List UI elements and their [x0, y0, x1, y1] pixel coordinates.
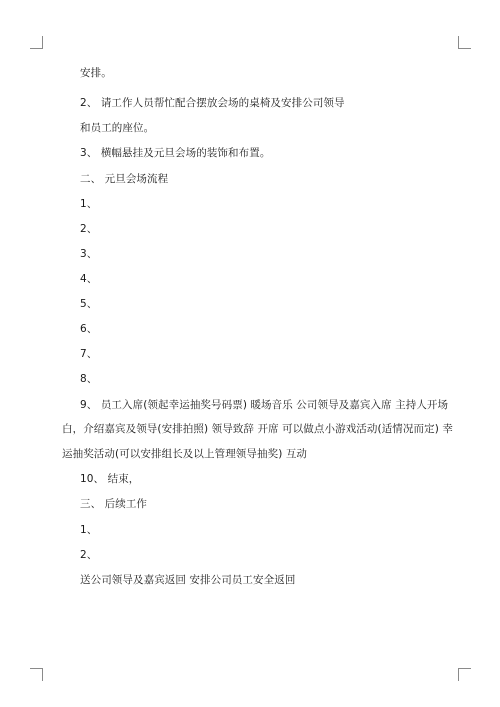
list-item: 6、 [80, 323, 98, 335]
text-line: 运抽奖活动(可以安排组长及以上管理领导抽奖) 互动 [62, 448, 308, 460]
list-item: 5、 [80, 298, 98, 310]
text-line: 2、 请工作人员帮忙配合摆放会场的桌椅及安排公司领导 [80, 97, 345, 109]
list-item: 1、 [80, 524, 98, 536]
list-item: 4、 [80, 273, 98, 285]
crop-mark-top-right [458, 36, 471, 49]
crop-mark-bottom-right [458, 668, 471, 681]
list-item: 7、 [80, 348, 98, 360]
text-line: 安排。 [80, 67, 112, 79]
crop-mark-top-left [30, 36, 43, 49]
list-item: 2、 [80, 549, 98, 561]
list-item: 10、 结束， [80, 473, 140, 485]
text-line: 3、 横幅悬挂及元旦会场的装饰和布置。 [80, 147, 271, 159]
list-item: 3、 [80, 248, 98, 260]
list-item: 1、 [80, 198, 98, 210]
section-heading: 二、 元旦会场流程 [80, 173, 169, 185]
text-line: 送公司领导及嘉宾返回 安排公司员工安全返回 [80, 574, 296, 586]
text-line: 白，介绍嘉宾及领导(安排拍照) 领导致辞 开席 可以做点小游戏活动(适情况而定) 幸 [62, 423, 453, 435]
list-item: 2、 [80, 223, 98, 235]
list-item: 9、 员工入席(领起幸运抽奖号码票) 暖场音乐 公司领导及嘉宾入席 主持人开场 [80, 399, 449, 411]
section-heading: 三、 后续工作 [80, 498, 148, 510]
text-line: 和员工的座位。 [80, 122, 155, 134]
crop-mark-bottom-left [30, 668, 43, 681]
list-item: 8、 [80, 373, 98, 385]
